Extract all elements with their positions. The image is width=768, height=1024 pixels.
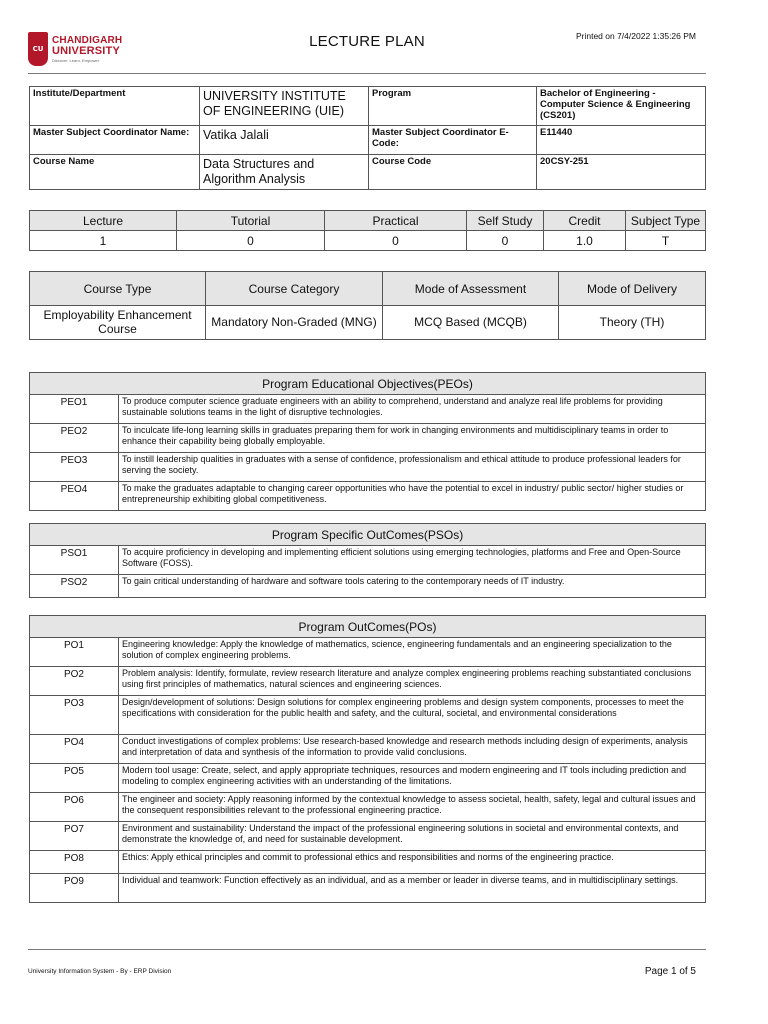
header-credit: Credit <box>544 211 626 231</box>
po-code: PO4 <box>30 735 119 764</box>
pso-text: To acquire proficiency in developing and implementing efficient solutions using emerging technologies, platforms and Free and Open-Source Software (FOSS). <box>119 546 706 575</box>
table-row <box>30 735 706 764</box>
header-tutorial: Tutorial <box>177 211 325 231</box>
table-row <box>30 546 706 575</box>
table-row <box>30 638 706 667</box>
course-code-value: 20CSY-251 <box>537 155 706 190</box>
institute-value: UNIVERSITY INSTITUTE OF ENGINEERING (UIE) <box>200 87 369 126</box>
tutorial-value: 0 <box>177 231 325 251</box>
po-code: PO2 <box>30 667 119 696</box>
course-code-label: Course Code <box>369 155 537 190</box>
table-row <box>30 453 706 482</box>
po-text: Problem analysis: Identify, formulate, review research literature and analyze complex engineering problems reaching substantiated conclusions using first principles of mathematics, natural sciences and engineering sciences. <box>119 667 706 696</box>
table-row <box>30 822 706 851</box>
coordinator-label: Master Subject Coordinator Name: <box>30 126 200 155</box>
table-row <box>30 482 706 511</box>
po-text: Design/development of solutions: Design solutions for complex engineering problems and design system components, processes to meet the specifications with consideration for the public health and safety, and the cultural, societal, and environmental considerations <box>119 696 706 735</box>
table-row <box>30 696 706 735</box>
footer-divider <box>28 949 706 950</box>
program-value: Bachelor of Engineering - Computer Science & Engineering (CS201) <box>537 87 706 126</box>
pso-table-title: Program Specific OutComes(PSOs) <box>30 524 706 546</box>
institute-label: Institute/Department <box>30 87 200 126</box>
footer-credit: University Information System - By - ERP Division <box>28 968 172 975</box>
course-type-table <box>29 271 706 340</box>
peo-table-title: Program Educational Objectives(PEOs) <box>30 373 706 395</box>
page-number: Page 1 of 5 <box>644 966 696 977</box>
peo-code: PEO4 <box>30 482 119 511</box>
course-info-table <box>29 86 706 190</box>
page-title: LECTURE PLAN <box>309 33 425 50</box>
po-code: PO6 <box>30 793 119 822</box>
ecode-value: E11440 <box>537 126 706 155</box>
header-self-study: Self Study <box>467 211 544 231</box>
po-text: Environment and sustainability: Understand the impact of the professional engineering solutions in societal and environmental contexts, and demonstrate the knowledge of, and need for sustainable development. <box>119 822 706 851</box>
table-row <box>30 395 706 424</box>
header-mode-of-delivery: Mode of Delivery <box>559 272 706 306</box>
peo-table <box>29 372 706 511</box>
practical-value: 0 <box>325 231 467 251</box>
table-row <box>30 667 706 696</box>
header-mode-of-assessment: Mode of Assessment <box>383 272 559 306</box>
peo-code: PEO3 <box>30 453 119 482</box>
header-practical: Practical <box>325 211 467 231</box>
header-lecture: Lecture <box>30 211 177 231</box>
po-code: PO8 <box>30 851 119 874</box>
header-course-category: Course Category <box>206 272 383 306</box>
logo-tagline: Discover. Learn. Empower. <box>52 57 100 63</box>
pso-code: PSO1 <box>30 546 119 575</box>
po-code: PO3 <box>30 696 119 735</box>
peo-text: To instill leadership qualities in graduates with a sense of confidence, professionalism and ethical attitude to produce professional leaders for serving the society. <box>119 453 706 482</box>
table-row <box>30 424 706 453</box>
table-row <box>30 874 706 903</box>
po-code: PO1 <box>30 638 119 667</box>
peo-code: PEO1 <box>30 395 119 424</box>
peo-text: To inculcate life-long learning skills in graduates preparing them for work in changing environments and multidisciplinary teams in order to enhance their capability being globally employable. <box>119 424 706 453</box>
po-code: PO9 <box>30 874 119 903</box>
po-text: Engineering knowledge: Apply the knowledge of mathematics, science, engineering fundamentals and an engineering specialization to the solution of complex engineering problems. <box>119 638 706 667</box>
course-type-value: Employability Enhancement Course <box>30 306 206 340</box>
peo-text: To produce computer science graduate engineers with an ability to comprehend, understand and analyze real life problems for providing sustainable solutions teams in the light of disruptive technologies. <box>119 395 706 424</box>
pso-text: To gain critical understanding of hardware and software tools catering to the contemporary needs of IT industry. <box>119 575 706 598</box>
po-text: Individual and teamwork: Function effectively as an individual, and as a member or leader in diverse teams, and in multidisciplinary settings. <box>119 874 706 903</box>
header-divider <box>28 73 706 74</box>
page-header <box>28 28 706 74</box>
pso-table <box>29 523 706 598</box>
program-label: Program <box>369 87 537 126</box>
po-text: Modern tool usage: Create, select, and apply appropriate techniques, resources and modern engineering and IT tools including prediction and modeling to complex engineering activities with an understanding of the limitations. <box>119 764 706 793</box>
po-table-title: Program OutComes(POs) <box>30 616 706 638</box>
peo-text: To make the graduates adaptable to changing career opportunities who have the potential to excel in industry/ public sector/ higher studies or entrepreneurship exhibiting global competitiveness. <box>119 482 706 511</box>
lecture-value: 1 <box>30 231 177 251</box>
credit-value: 1.0 <box>544 231 626 251</box>
po-text: Ethics: Apply ethical principles and commit to professional ethics and responsibilities and norms of the engineering practice. <box>119 851 706 874</box>
po-code: PO5 <box>30 764 119 793</box>
header-subject-type: Subject Type <box>626 211 706 231</box>
printed-timestamp: Printed on 7/4/2022 1:35:26 PM <box>575 31 696 41</box>
po-table <box>29 615 706 903</box>
logo-line1: CHANDIGARH <box>52 34 123 46</box>
logo-badge: CU <box>32 45 44 53</box>
table-row <box>30 764 706 793</box>
course-name-label: Course Name <box>30 155 200 190</box>
header-course-type: Course Type <box>30 272 206 306</box>
po-text: Conduct investigations of complex problems: Use research-based knowledge and research methods including design of experiments, analysis and interpretation of data and synthesis of the information to provide valid conclusions. <box>119 735 706 764</box>
peo-code: PEO2 <box>30 424 119 453</box>
self-study-value: 0 <box>467 231 544 251</box>
logo-line2: UNIVERSITY <box>52 44 121 57</box>
coordinator-value: Vatika Jalali <box>200 126 369 155</box>
table-row <box>30 575 706 598</box>
po-text: The engineer and society: Apply reasoning informed by the contextual knowledge to assess societal, health, safety, legal and cultural issues and the consequent responsibilities relevant to the professional engineering practice. <box>119 793 706 822</box>
mode-of-delivery-value: Theory (TH) <box>559 306 706 340</box>
ecode-label: Master Subject Coordinator E-Code: <box>369 126 537 155</box>
table-row <box>30 851 706 874</box>
table-row <box>30 793 706 822</box>
po-code: PO7 <box>30 822 119 851</box>
pso-code: PSO2 <box>30 575 119 598</box>
course-category-value: Mandatory Non-Graded (MNG) <box>206 306 383 340</box>
subject-type-value: T <box>626 231 706 251</box>
mode-of-assessment-value: MCQ Based (MCQB) <box>383 306 559 340</box>
credits-table <box>29 210 706 251</box>
course-name-value: Data Structures and Algorithm Analysis <box>200 155 369 190</box>
